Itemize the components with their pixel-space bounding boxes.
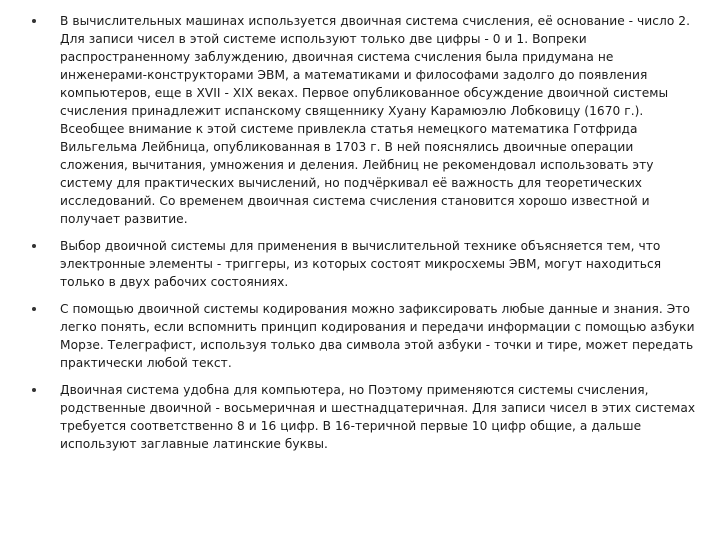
bullet-text: В вычислительных машинах используется двоичная система счисления, её основание - число 2. Для записи чисел в этой системе используют только две цифры - 0 и 1. Вопреки распространенному заблуждению, двоичная система счисления была придумана не инженерами-конструкторами ЭВМ, а математиками и философами задолго до появления компьютеров, еще в XVII - XIX веках. Первое опубликованное обсуждение двоичной системы счисления принадлежит испанскому священнику Хуану Карамюэлю Лобковицу (1670 г.). Всеобщее внимание к этой системе привлекла статья немецкого математика Готфрида Вильгельма Лейбница, опубликованная в 1703 г. В ней пояснялись двоичные операции сложения, вычитания, умножения и деления. Лейбниц не рекомендовал использовать эту систему для практических вычислений, но подчёркивал её важность для теоретических исследований. Со временем двоичная система счисления становится хорошо известной и получает развитие. — [60, 14, 691, 226]
bullet-text: С помощью двоичной системы кодирования можно зафиксировать любые данные и знания. Это легко понять, если вспомнить принцип кодирования и передачи информации с помощью азбуки Морзе. Телеграфист, используя только два символа этой азбуки - точки и тире, может передать практически любой текст. — [60, 302, 695, 370]
bullet-dot-icon — [32, 19, 36, 23]
bullet-dot-icon — [32, 388, 36, 392]
bullet-text: Выбор двоичной системы для применения в вычислительной технике объясняется тем, что электронные элементы - триггеры, из которых состоят микросхемы ЭВМ, могут находиться только в двух рабочих состояниях. — [60, 239, 662, 289]
bullet-item-binary-history — [32, 12, 696, 228]
bullet-list — [32, 12, 696, 453]
bullet-item-morse — [32, 300, 696, 372]
bullet-dot-icon — [32, 244, 36, 248]
bullet-text: Двоичная система удобна для компьютера, но Поэтому применяются системы счисления, родственные двоичной - восьмеричная и шестнадцатеричная. Для записи чисел в этих системах требуется соответственно 8 и 16 цифр. В 16-теричной первые 10 цифр общие, а дальше используют заглавные латинские буквы. — [60, 383, 696, 451]
bullet-dot-icon — [32, 307, 36, 311]
bullet-item-octal-hex — [32, 381, 696, 453]
bullet-item-triggers — [32, 237, 696, 291]
